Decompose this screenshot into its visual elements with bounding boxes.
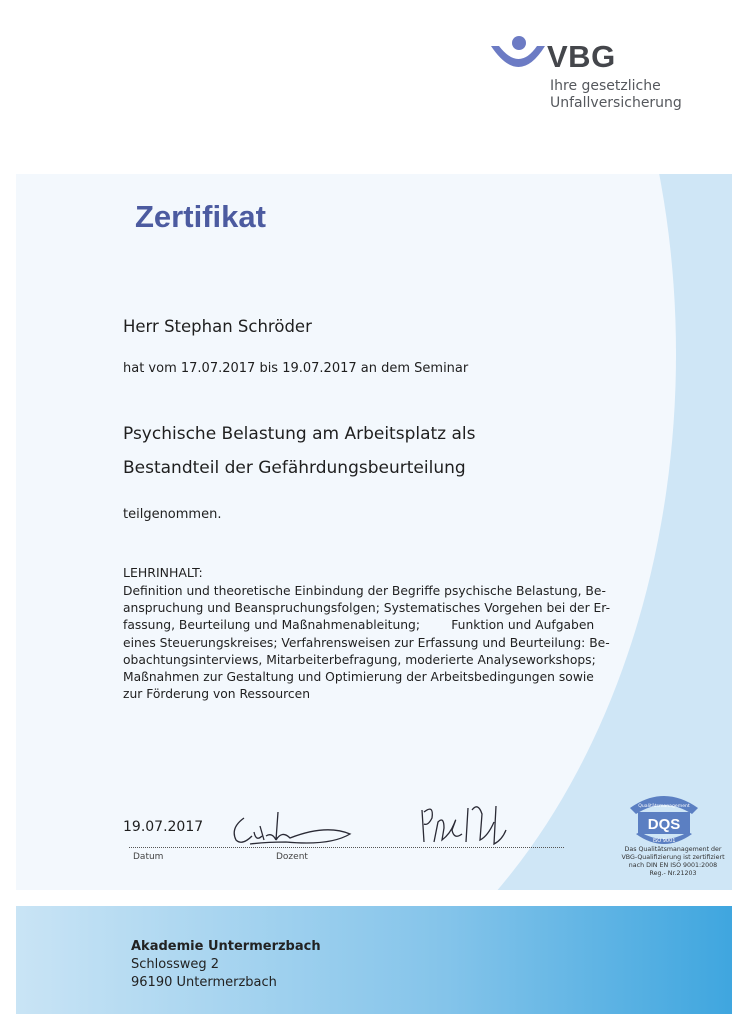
seminar-title	[123, 417, 476, 485]
content-line: eines Steuerungskreises; Verfahrensweisen zur Erfassung und Beurteilung: Be-	[123, 635, 610, 650]
quality-note-line: Das Qualitätsmanagement der	[624, 846, 722, 853]
signature-2	[414, 800, 514, 852]
vbg-logo	[487, 36, 707, 116]
quality-note	[598, 846, 732, 878]
content-line: Maßnahmen zur Gestaltung und Optimierung der Arbeitsbedingungen sowie	[123, 670, 594, 685]
participation-text: teilgenommen.	[123, 507, 222, 522]
academy-street: Schlossweg 2	[131, 957, 220, 972]
signature-1	[226, 806, 361, 851]
seal-center-text: DQS	[647, 816, 681, 833]
academy-city: 96190 Untermerzbach	[131, 975, 277, 990]
signature-line	[129, 847, 564, 848]
content-line: fassung, Beurteilung und Maßnahmenableitung; Funktion und Aufgaben	[123, 618, 595, 633]
recipient-name: Herr Stephan Schröder	[123, 317, 312, 336]
quality-note-line: nach DIN EN ISO 9001:2008	[628, 862, 718, 869]
logo-tagline-1: Ihre gesetzliche	[550, 78, 661, 94]
dqs-seal-icon	[628, 790, 700, 850]
certificate-title: Zertifikat	[135, 199, 266, 234]
signature-date: 19.07.2017	[123, 819, 204, 835]
content-line: Definition und theoretische Einbindung der Begriffe psychische Belastung, Be-	[123, 584, 606, 598]
certificate-panel	[16, 174, 732, 890]
logo-brand: VBG	[547, 39, 616, 74]
dates-sentence: hat vom 17.07.2017 bis 19.07.2017 an dem Seminar	[123, 361, 469, 376]
date-label: Datum	[133, 852, 164, 862]
logo-tagline-2: Unfallversicherung	[550, 95, 682, 111]
quality-note-line: Reg.- Nr.21203	[649, 870, 697, 877]
academy-name: Akademie Untermerzbach	[131, 939, 321, 954]
lecturer-label: Dozent	[276, 852, 308, 862]
seal-bottom-text: ISO 9001	[652, 838, 676, 844]
seminar-title-line: Psychische Belastung am Arbeitsplatz als	[123, 424, 476, 444]
vbg-logo-icon	[487, 36, 545, 76]
content-text	[123, 583, 653, 703]
quality-note-line: VBG-Qualifizierung ist zertifiziert	[621, 854, 725, 861]
academy-address	[131, 938, 321, 992]
content-heading: LEHRINHALT:	[123, 565, 203, 580]
seminar-title-line: Bestandteil der Gefährdungsbeurteilung	[123, 458, 466, 478]
content-line: obachtungsinterviews, Mitarbeiterbefragung, moderierte Analyseworkshops;	[123, 652, 596, 667]
content-line: anspruchung und Beanspruchungsfolgen; Systematisches Vorgehen bei der Er-	[123, 601, 611, 616]
footer-banner	[16, 906, 732, 1014]
content-line: zur Förderung von Ressourcen	[123, 687, 311, 702]
seal-top-text: Qualitätsmanagement	[638, 804, 690, 809]
